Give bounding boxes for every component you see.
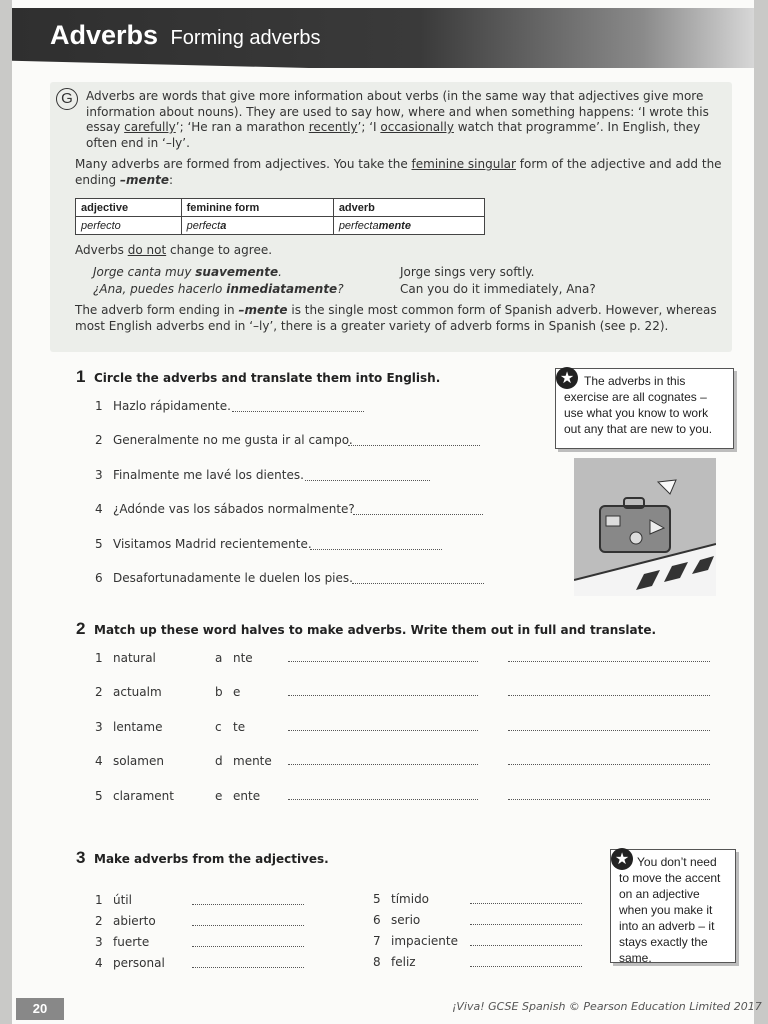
answer-line[interactable] bbox=[288, 695, 478, 696]
exercise-1-item: 5 Visitamos Madrid recientemente. bbox=[95, 537, 312, 551]
page-number: 20 bbox=[16, 998, 64, 1020]
answer-line[interactable] bbox=[288, 799, 478, 800]
exercise-3-item: 4 personal bbox=[95, 956, 165, 970]
answer-line[interactable] bbox=[288, 730, 478, 731]
tip-box-2: You don’t need to move the accent on an adjective when you make it into an adverb – it stays exactly the same. bbox=[610, 849, 736, 963]
exercise-2-right-item: b e bbox=[215, 685, 241, 699]
suitcase-illustration bbox=[574, 458, 716, 596]
exercise-2-right-item: c te bbox=[215, 720, 246, 734]
title-main: Adverbs bbox=[50, 20, 159, 50]
answer-line[interactable] bbox=[508, 764, 710, 765]
exercise-3-item: 6 serio bbox=[373, 913, 421, 927]
table-header-cell: adverb bbox=[333, 199, 484, 217]
grammar-closing: The adverb form ending in –mente is the single most common form of Spanish adverb. However, whereas most English adverbs end in ‘–ly’, there is a greater variety of adverb forms in Spanish (see p. 22). bbox=[75, 303, 717, 333]
example-english: Can you do it immediately, Ana? bbox=[400, 282, 596, 296]
table-cell-adjective: perfecto bbox=[76, 217, 182, 235]
exercise-2-left-item: 5 clarament bbox=[95, 789, 174, 803]
answer-line[interactable] bbox=[470, 945, 582, 946]
answer-line[interactable] bbox=[288, 661, 478, 662]
agreement-note: Adverbs do not change to agree. bbox=[75, 243, 273, 257]
exercise-2-right-item: e ente bbox=[215, 789, 261, 803]
exercise-2-right-item: d mente bbox=[215, 754, 272, 768]
exercise-3-item: 1 útil bbox=[95, 893, 132, 907]
answer-line[interactable] bbox=[348, 445, 480, 446]
exercise-3-item: 8 feliz bbox=[373, 955, 416, 969]
answer-line[interactable] bbox=[192, 925, 304, 926]
copyright-footer: ¡Viva! GCSE Spanish © Pearson Education Limited 2017 bbox=[452, 1000, 762, 1013]
table-cell-adverb: perfectamente bbox=[333, 217, 484, 235]
exercise-3-number: 3 bbox=[76, 848, 86, 867]
exercise-1-item: 2 Generalmente no me gusta ir al campo. bbox=[95, 433, 353, 447]
adverb-table bbox=[75, 198, 485, 235]
suitcase-sticker bbox=[630, 532, 642, 544]
answer-line[interactable] bbox=[192, 904, 304, 905]
example-spanish: ¿Ana, puedes hacerlo inmediatamente? bbox=[93, 282, 344, 296]
exercise-3-item: 3 fuerte bbox=[95, 935, 150, 949]
example-spanish: Jorge canta muy suavemente. bbox=[93, 265, 282, 279]
exercise-3-item: 2 abierto bbox=[95, 914, 156, 928]
table-cell-feminine: perfecta bbox=[181, 217, 333, 235]
answer-line[interactable] bbox=[288, 764, 478, 765]
suitcase-sticker bbox=[606, 516, 620, 526]
table-header-cell: adjective bbox=[76, 199, 182, 217]
exercise-2-left-item: 3 lentame bbox=[95, 720, 163, 734]
answer-line[interactable] bbox=[352, 583, 484, 584]
exercise-2-left-item: 2 actualm bbox=[95, 685, 162, 699]
answer-line[interactable] bbox=[305, 480, 430, 481]
answer-line[interactable] bbox=[310, 549, 442, 550]
exercise-1-item: 6 Desafortunadamente le duelen los pies. bbox=[95, 571, 353, 585]
exercise-3-item: 7 impaciente bbox=[373, 934, 459, 948]
answer-line[interactable] bbox=[508, 730, 710, 731]
table-row bbox=[76, 217, 485, 235]
star-icon: ★ bbox=[611, 848, 633, 870]
table-header-row bbox=[76, 199, 485, 217]
exercise-1-item: 1 Hazlo rápidamente. bbox=[95, 399, 231, 413]
answer-line[interactable] bbox=[192, 967, 304, 968]
title-subtitle: Forming adverbs bbox=[170, 27, 321, 49]
answer-line[interactable] bbox=[192, 946, 304, 947]
answer-line[interactable] bbox=[508, 799, 710, 800]
exercise-1-item: 4 ¿Adónde vas los sábados normalmente? bbox=[95, 502, 355, 516]
answer-line[interactable] bbox=[470, 966, 582, 967]
answer-line[interactable] bbox=[353, 514, 483, 515]
grammar-formation: Many adverbs are formed from adjectives. You take the feminine singular form of the adjective and add the ending –mente: bbox=[75, 157, 722, 187]
table-header-cell: feminine form bbox=[181, 199, 333, 217]
exercise-1-item: 3 Finalmente me lavé los dientes. bbox=[95, 468, 304, 482]
exercise-2-title: Match up these word halves to make adverbs. Write them out in full and translate. bbox=[94, 623, 657, 637]
star-icon: ★ bbox=[556, 367, 578, 389]
answer-line[interactable] bbox=[508, 695, 710, 696]
exercise-2-left-item: 4 solamen bbox=[95, 754, 164, 768]
example-english: Jorge sings very softly. bbox=[400, 265, 535, 279]
exercise-2-number: 2 bbox=[76, 619, 86, 638]
tip-box-1: The adverbs in this exercise are all cognates – use what you know to work out any that are new to you. bbox=[555, 368, 734, 449]
answer-line[interactable] bbox=[508, 661, 710, 662]
answer-line[interactable] bbox=[470, 903, 582, 904]
exercise-3-item: 5 tímido bbox=[373, 892, 430, 906]
exercise-2-right-item: a nte bbox=[215, 651, 253, 665]
exercise-1-title: Circle the adverbs and translate them into English. bbox=[94, 371, 441, 385]
grammar-g-icon: G bbox=[56, 88, 78, 110]
page-title bbox=[50, 20, 321, 51]
exercise-1-number: 1 bbox=[76, 367, 86, 386]
grammar-intro: Adverbs are words that give more information about verbs (in the same way that adjectives give more information about nouns). They are used to say how, where and when something happens: ‘I wrote this essay carefully’; ‘He ran a marathon recently’; ‘I occasionally watch that programme’. In English, they often end in ‘–ly’. bbox=[86, 89, 709, 150]
exercise-2-left-item: 1 natural bbox=[95, 651, 156, 665]
answer-line[interactable] bbox=[232, 411, 364, 412]
exercise-3-title: Make adverbs from the adjectives. bbox=[94, 852, 329, 866]
answer-line[interactable] bbox=[470, 924, 582, 925]
